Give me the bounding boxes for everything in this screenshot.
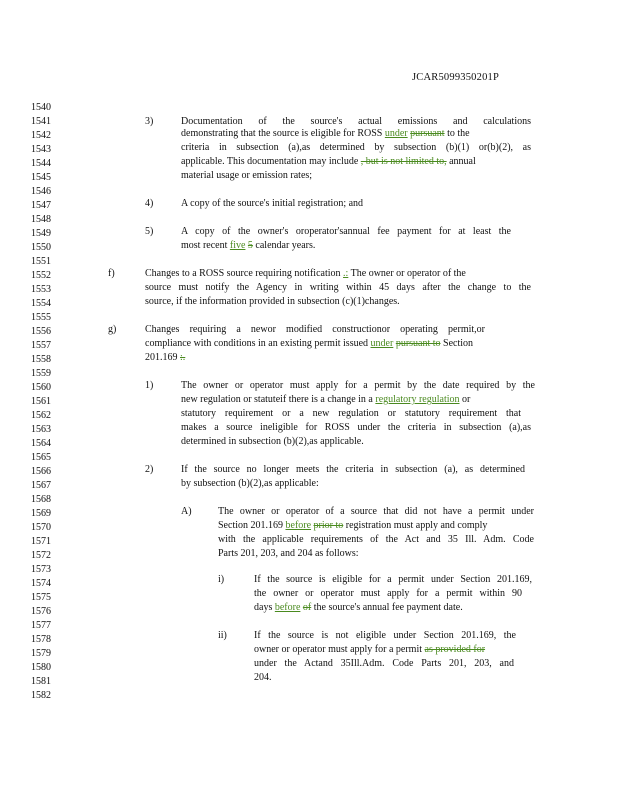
document-id: JCAR5099350201P	[412, 72, 500, 83]
line-number: 1547	[31, 200, 51, 211]
line-number: 1541	[31, 116, 51, 127]
item-g1-line: The owner or operator must apply for a permit by the date required by the	[181, 380, 535, 391]
line-number: 1573	[31, 564, 51, 575]
line-number: 1567	[31, 480, 51, 491]
line-number: 1582	[31, 690, 51, 701]
line-number: 1563	[31, 424, 51, 435]
line-number: 1550	[31, 242, 51, 253]
item-g1-line: determined in subsection (b)(2),as applicable.	[181, 436, 364, 447]
item-g-line: compliance with conditions in an existing permit issued under pursuant to Section	[145, 338, 474, 349]
line-number: 1559	[31, 368, 51, 379]
line-number: 1549	[31, 228, 51, 239]
item-g-line: 201.169 :.	[145, 352, 186, 363]
item-i-line: If the source is eligible for a permit under Section 201.169,	[254, 574, 532, 585]
line-number: 1542	[31, 130, 51, 141]
line-number: 1544	[31, 158, 51, 169]
line-number: 1568	[31, 494, 51, 505]
item-marker: 5)	[145, 226, 154, 237]
item-5-line: A copy of the owner's oroperator'sannual fee payment for at least the	[181, 226, 511, 237]
line-number: 1581	[31, 676, 51, 687]
line-number: 1554	[31, 298, 51, 309]
item-A-line: with the applicable requirements of the Act and 35 Ill. Adm. Code	[218, 534, 534, 545]
item-marker: f)	[108, 268, 115, 279]
item-f-line: source must notify the Agency in writing within 45 days after the change to the	[145, 282, 531, 293]
line-number: 1556	[31, 326, 51, 337]
item-marker: A)	[181, 506, 192, 517]
item-3-line: demonstrating that the source is eligible for ROSS under pursuant to the	[181, 128, 470, 139]
line-number: 1579	[31, 648, 51, 659]
line-number: 1545	[31, 172, 51, 183]
item-g1-line: new regulation or statuteif there is a change in a regulatory regulation or	[181, 394, 471, 405]
item-i-line: the owner or operator must apply for a permit within 90	[254, 588, 522, 599]
line-number: 1546	[31, 186, 51, 197]
item-f-line: source, if the information provided in subsection (c)(1)changes.	[145, 296, 400, 307]
item-marker: 1)	[145, 380, 154, 391]
item-marker: 3)	[145, 116, 154, 127]
item-g2-line: If the source no longer meets the criteria in subsection (a), as determined	[181, 464, 525, 475]
line-number: 1540	[31, 102, 51, 113]
line-number: 1558	[31, 354, 51, 365]
line-number: 1543	[31, 144, 51, 155]
item-ii-line: If the source is not eligible under Section 201.169, the	[254, 630, 516, 641]
line-number: 1574	[31, 578, 51, 589]
line-number: 1557	[31, 340, 51, 351]
item-3-line: material usage or emission rates;	[181, 170, 313, 181]
line-number: 1562	[31, 410, 51, 421]
line-number: 1555	[31, 312, 51, 323]
line-number: 1580	[31, 662, 51, 673]
item-g2-line: by subsection (b)(2),as applicable:	[181, 478, 319, 489]
item-A-line: Parts 201, 203, and 204 as follows:	[218, 548, 359, 559]
item-marker: ii)	[218, 630, 227, 641]
item-ii-line: under the Actand 35Ill.Adm. Code Parts 201, 203, and	[254, 658, 514, 669]
item-ii-line: 204.	[254, 672, 272, 683]
line-number: 1561	[31, 396, 51, 407]
line-number: 1569	[31, 508, 51, 519]
item-4-line: A copy of the source's initial registration; and	[181, 198, 364, 209]
line-number: 1575	[31, 592, 51, 603]
line-number: 1548	[31, 214, 51, 225]
item-g1-line: makes a source ineligible for ROSS under the criteria in subsection (a),as	[181, 422, 531, 433]
line-number: 1552	[31, 270, 51, 281]
line-number: 1578	[31, 634, 51, 645]
item-marker: i)	[218, 574, 225, 585]
line-number: 1570	[31, 522, 51, 533]
item-g1-line: statutory requirement or a new regulation or statutory requirement that	[181, 408, 521, 419]
item-A-line: The owner or operator of a source that did not have a permit under	[218, 506, 534, 517]
item-marker: 4)	[145, 198, 154, 209]
item-A-line: Section 201.169 before prior to registration must apply and comply	[218, 520, 488, 531]
line-number: 1576	[31, 606, 51, 617]
item-3-line: Documentation of the source's actual emissions and calculations	[181, 116, 531, 127]
line-number: 1564	[31, 438, 51, 449]
line-number: 1572	[31, 550, 51, 561]
item-i-line: days before of the source's annual fee payment date.	[254, 602, 463, 613]
line-number: 1553	[31, 284, 51, 295]
item-ii-line: owner or operator must apply for a permit as provided for	[254, 644, 486, 655]
item-3-line: criteria in subsection (a),as determined by subsection (b)(1) or(b)(2), as	[181, 142, 531, 153]
line-number: 1571	[31, 536, 51, 547]
item-marker: g)	[108, 324, 117, 335]
line-number: 1551	[31, 256, 51, 267]
line-number: 1577	[31, 620, 51, 631]
item-f-line: Changes to a ROSS source requiring notification .: The owner or operator of the	[145, 268, 466, 279]
item-g-line: Changes requiring a newor modified constructionor operating permit,or	[145, 324, 485, 335]
line-number: 1560	[31, 382, 51, 393]
item-5-line: most recent five 5 calendar years.	[181, 240, 316, 251]
line-number: 1566	[31, 466, 51, 477]
line-number: 1565	[31, 452, 51, 463]
item-3-line: applicable. This documentation may include , but is not limited to, annual	[181, 156, 476, 167]
item-marker: 2)	[145, 464, 154, 475]
